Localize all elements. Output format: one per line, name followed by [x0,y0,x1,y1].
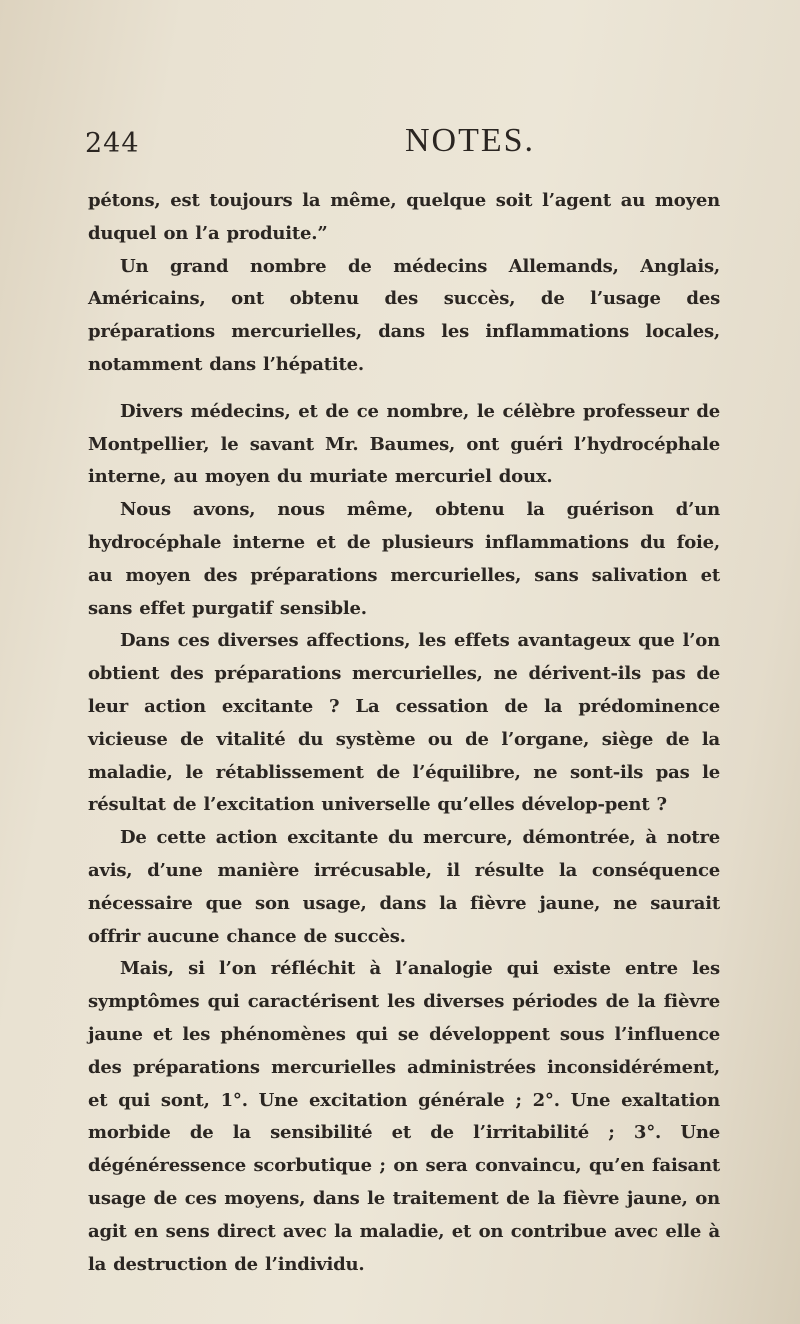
paragraph-7: Mais, si l’on réfléchit à l’analogie qui existe entre les symptômes qui caractérisent les diverses périodes de la fièvre jaune et les phénomènes qui se développent sous l’influence des préparations mercurielles administrées inconsidérément, et qui sont, 1°. Une excitation générale ; 2°. Une exaltation morbide de la sensibilité et de l’irritabilité ; 3°. Une dégénéressence scorbutique ; on sera convaincu, qu’en faisant usage de ces moyens, dans le traitement de la fièvre jaune, on agit en sens direct avec la maladie, et on contribue avec elle à la destruction de l’individu. [88,958,720,1275]
paragraph-3: Divers médecins, et de ce nombre, le célèbre professeur de Montpellier, le savant Mr. Baumes, ont guéri l’hydrocéphale interne, au moyen du muriate mercuriel doux. [88,400,720,488]
page-number: 244 [85,128,140,159]
paragraph-6: De cette action excitante du mercure, démontrée, à notre avis, d’une manière irrécusable, il résulte la conséquence nécessaire que son usage, dans la fièvre jaune, ne saurait offrir aucune chance de succès. [88,827,720,947]
running-head [85,122,725,168]
running-title: NOTES. [405,122,536,159]
body-text [88,185,720,1281]
paragraph-4: Nous avons, nous même, obtenu la guérison d’un hydrocéphale interne et de plusieurs inflammations du foie, au moyen des préparations mercurielles, sans salivation et sans effet purgatif sensible. [88,499,720,619]
paragraph-2: Un grand nombre de médecins Allemands, Anglais, Américains, ont obtenu des succès, de l’usage des préparations mercurielles, dans les inflammations locales, notamment dans l’hépatite. [88,255,720,375]
paragraph-continuation: pétons, est toujours la même, quelque soit l’agent au moyen duquel on l’a produite.” [88,190,720,244]
paragraph-5: Dans ces diverses affections, les effets avantageux que l’on obtient des préparations mercurielles, ne dérivent-ils pas de leur action excitante ? La cessation de la prédominence vicieuse de vitalité du système ou de l’organe, siège de la maladie, le rétablissement de l’équilibre, ne sont-ils pas le résultat de l’excitation universelle qu’elles dévelop-pent ? [88,630,720,816]
